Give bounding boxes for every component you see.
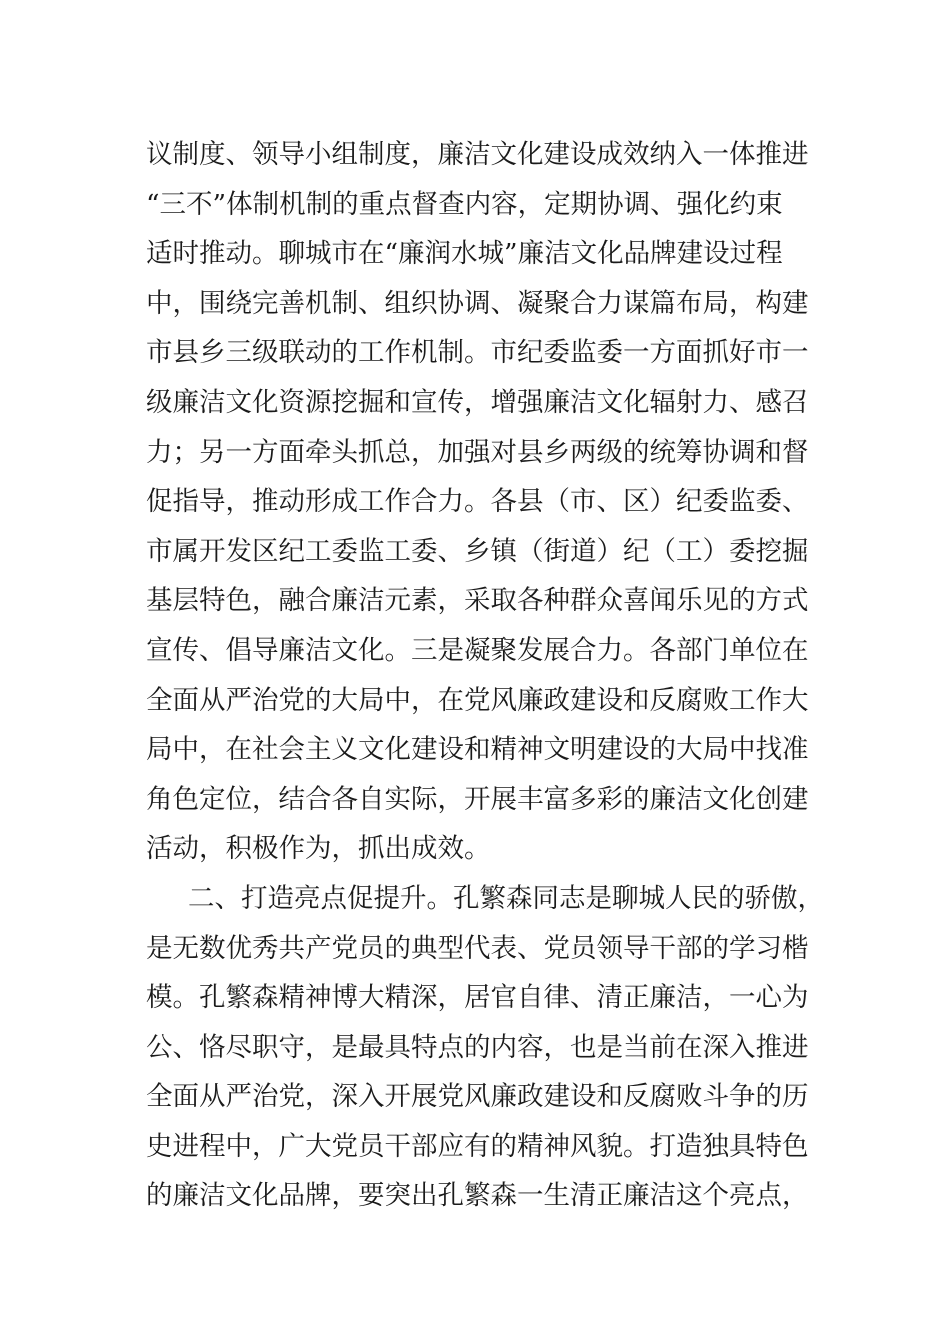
text-line: 议制度、领导小组制度，廉洁文化建设成效纳入一体推进 [146,139,809,170]
text-line: 全面从严治党，深入开展党风廉政建设和反腐败斗争的历 [146,1081,809,1113]
text-line: “三不”体制机制的重点督查内容，定期协调、强化约束 [146,188,783,220]
text-line: 促指导，推动形成工作合力。各县（市、区）纪委监委、 [146,486,809,518]
text-line: 级廉洁文化资源挖掘和宣传，增强廉洁文化辐射力、感召 [146,386,809,418]
text-line: 角色定位，结合各自实际，开展丰富多彩的廉洁文化创建 [146,783,809,815]
paragraph-start-line: 二、打造亮点促提升。孔繁森同志是聊城人民的骄傲， [188,882,824,914]
text-line: 局中，在社会主义文化建设和精神文明建设的大局中找准 [146,734,809,766]
text-line: 全面从严治党的大局中，在党风廉政建设和反腐败工作大 [146,684,809,716]
text-line: 史进程中，广大党员干部应有的精神风貌。打造独具特色 [146,1130,809,1162]
text-line: 宣传、倡导廉洁文化。三是凝聚发展合力。各部门单位在 [146,634,809,666]
text-line: 市属开发区纪工委监工委、乡镇（街道）纪（工）委挖掘 [146,535,809,567]
text-line: 的廉洁文化品牌，要突出孔繁森一生清正廉洁这个亮点， [146,1180,809,1212]
text-line: 市县乡三级联动的工作机制。市纪委监委一方面抓好市一 [146,337,809,369]
text-line: 基层特色，融合廉洁元素，采取各种群众喜闻乐见的方式 [146,585,809,617]
text-line: 公、恪尽职守，是最具特点的内容，也是当前在深入推进 [146,1031,809,1063]
text-line: 模。孔繁森精神博大精深，居官自律、清正廉洁，一心为 [146,982,809,1014]
body-text [146,130,824,1221]
text-line: 活动，积极作为，抓出成效。 [146,833,491,865]
text-line: 中，围绕完善机制、组织协调、凝聚合力谋篇布局，构建 [146,287,809,319]
text-line: 力；另一方面牵头抓总，加强对县乡两级的统筹协调和督 [146,436,809,468]
text-line: 是无数优秀共产党员的典型代表、党员领导干部的学习楷 [146,932,809,964]
text-line: 适时推动。聊城市在“廉润水城”廉洁文化品牌建设过程 [146,238,783,270]
